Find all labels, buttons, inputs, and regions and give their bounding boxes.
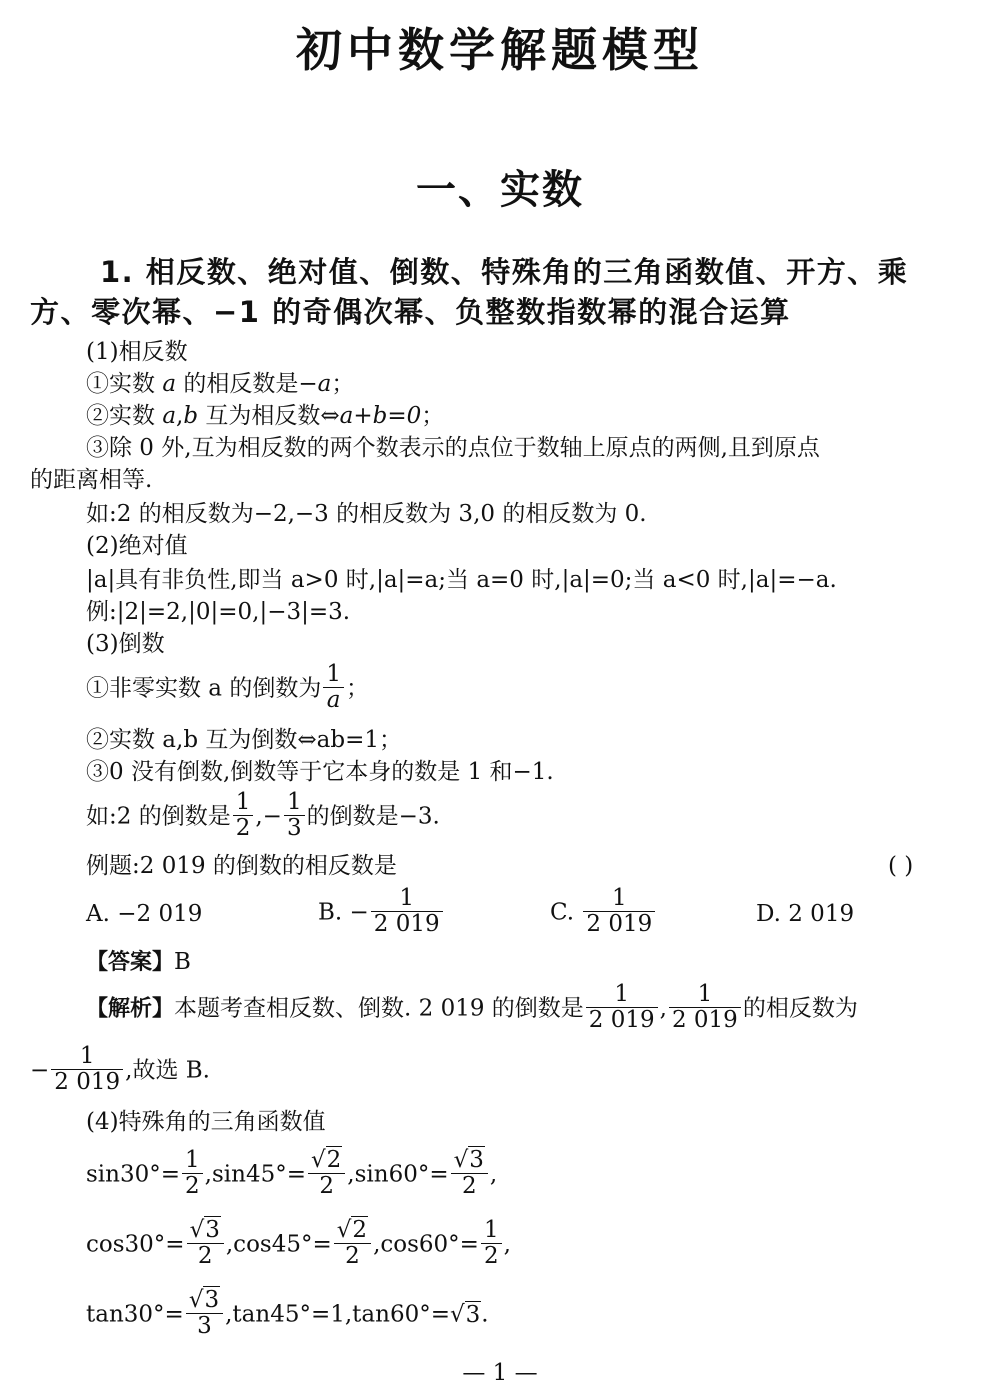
denominator: 3 [186, 1313, 223, 1339]
document-title: 初中数学解题模型 [296, 23, 704, 77]
denominator: 2 019 [583, 911, 655, 937]
fraction [334, 1218, 371, 1269]
answer-bracket: ( ) [888, 853, 914, 879]
text: , [489, 1161, 498, 1188]
radicand: 2 [352, 1217, 368, 1243]
radicand: 3 [205, 1217, 220, 1243]
denominator: 2 [451, 1173, 488, 1199]
fraction [451, 1148, 488, 1199]
denominator: 2 [308, 1173, 345, 1199]
text: ①实数 [86, 371, 163, 397]
denominator: 2 [334, 1243, 371, 1269]
text: − [30, 1057, 50, 1084]
text: C. [550, 899, 582, 926]
reciprocal-rule-2: ②实数 a,b 互为倒数⇔ab=1； [86, 727, 402, 753]
analysis-line-1 [86, 981, 858, 1035]
numerator: 1 [697, 981, 713, 1007]
text: ,cos45°= [225, 1231, 332, 1258]
answer-value: B [174, 949, 191, 975]
numerator: 1 [326, 661, 341, 687]
fraction [51, 1044, 123, 1095]
text: 本题考查相反数、倒数. 2 019 的倒数是 [174, 995, 584, 1022]
fraction [586, 982, 658, 1033]
analysis-line-2 [30, 1043, 210, 1097]
var: a [162, 403, 177, 429]
numerator: 1 [399, 885, 415, 911]
text: , [176, 403, 184, 429]
subheading-reciprocal: (3)倒数 [86, 631, 165, 657]
text: ,tan45°=1,tan60°= [225, 1301, 450, 1328]
numerator: √2 [310, 1147, 342, 1173]
text: B. − [318, 899, 369, 926]
reciprocal-rule-3: ③0 没有倒数,倒数等于它本身的数是 1 和−1. [86, 759, 554, 785]
option-b [318, 885, 445, 939]
var: a [326, 687, 341, 713]
text: ,故选 B. [125, 1057, 210, 1084]
section-heading-line-1: 1. 相反数、绝对值、倒数、特殊角的三角函数值、开方、乘 [100, 255, 909, 289]
sine-values [86, 1147, 498, 1201]
chapter-heading: 一、实数 [416, 167, 584, 213]
opposite-rule-3-line-2: 的距离相等. [30, 467, 153, 493]
text: sin30°= [86, 1161, 181, 1188]
var: b [183, 403, 199, 429]
text: , [659, 995, 667, 1022]
numerator: 1 [235, 789, 251, 815]
var: a [317, 371, 332, 397]
text: ； [331, 371, 355, 397]
fraction [187, 1218, 224, 1269]
option-a: A. −2 019 [86, 901, 203, 927]
numerator: 1 [185, 1147, 200, 1173]
text: ,cos60°= [373, 1231, 479, 1258]
reciprocal-rule-1 [86, 661, 369, 715]
text: . [481, 1301, 489, 1328]
numerator: 1 [286, 789, 302, 815]
text: 的相反数为 [742, 995, 858, 1022]
section-heading-line-2: 方、零次幂、−1 的奇偶次幂、负整数指数幂的混合运算 [30, 295, 791, 329]
analysis-label: 【解析】 [86, 996, 175, 1022]
subheading-opposite: (1)相反数 [86, 339, 188, 365]
reciprocal-example [86, 789, 440, 843]
numerator: √3 [453, 1147, 484, 1173]
text: ,− [255, 803, 282, 830]
answer-label: 【答案】 [86, 950, 175, 975]
text: 如:2 的倒数是 [86, 803, 231, 830]
fraction [308, 1148, 345, 1199]
numerator: 1 [614, 981, 630, 1007]
numerator: √2 [336, 1217, 368, 1243]
absolute-value-rule: |a|具有非负性,即当 a>0 时,|a|=a;当 a=0 时,|a|=0;当 a<0 时,|a|=−a. [86, 567, 837, 593]
text: 的倒数是−3. [306, 803, 440, 830]
radicand: 2 [326, 1147, 342, 1173]
fraction [669, 982, 741, 1033]
denominator: 3 [284, 815, 305, 841]
denominator [323, 687, 344, 713]
fraction [371, 886, 443, 937]
option-d: D. 2 019 [756, 901, 855, 927]
denominator: 2 [187, 1243, 224, 1269]
text: ； [345, 675, 369, 702]
text: , [503, 1231, 511, 1258]
var: a [162, 371, 177, 397]
fraction [583, 886, 655, 937]
numerator: 1 [612, 885, 627, 911]
denominator: 2 019 [586, 1007, 658, 1033]
denominator: 2 [481, 1243, 502, 1269]
subheading-trig-values: (4)特殊角的三角函数值 [86, 1109, 326, 1135]
radicand: 3 [204, 1287, 220, 1313]
text: ,sin45°= [204, 1161, 306, 1188]
text: ； [421, 403, 445, 429]
text: ①非零实数 a 的倒数为 [86, 675, 322, 702]
denominator: 2 [182, 1173, 203, 1199]
fraction [323, 662, 344, 713]
fraction [284, 790, 305, 841]
subheading-absolute-value: (2)绝对值 [86, 533, 188, 559]
denominator: 2 [233, 815, 254, 841]
fraction [182, 1148, 203, 1199]
option-c [550, 885, 657, 939]
denominator: 2 019 [371, 911, 443, 937]
radicand: 3 [465, 1301, 481, 1328]
equation: a+b=0 [339, 403, 422, 429]
denominator: 2 019 [669, 1007, 741, 1033]
opposite-rule-3-line-1: ③除 0 外,互为相反数的两个数表示的点位于数轴上原点的两侧,且到原点 [86, 435, 820, 461]
tangent-values [86, 1287, 489, 1341]
fraction [186, 1288, 223, 1339]
sqrt-expression: √3 [449, 1301, 481, 1328]
text: tan30°= [86, 1301, 184, 1328]
text: 的相反数是− [176, 371, 318, 397]
numerator: 1 [483, 1217, 499, 1243]
absolute-value-example: 例:|2|=2,|0|=0,|−3|=3. [86, 599, 351, 625]
fraction [233, 790, 254, 841]
numerator: 1 [79, 1043, 95, 1069]
cosine-values [86, 1217, 511, 1271]
text: ②实数 [86, 403, 163, 429]
opposite-rule-1 [86, 370, 354, 398]
opposite-rule-2 [86, 402, 444, 430]
question-stem: 例题:2 019 的倒数的相反数是 [86, 853, 397, 879]
fraction [481, 1218, 502, 1269]
answer-line [86, 948, 191, 977]
numerator: √3 [189, 1217, 220, 1243]
text: ,sin60°= [347, 1161, 449, 1188]
radicand: 3 [469, 1147, 484, 1173]
opposite-example: 如:2 的相反数为−2,−3 的相反数为 3,0 的相反数为 0. [86, 501, 647, 527]
text: cos30°= [86, 1231, 185, 1258]
denominator: 2 019 [51, 1069, 123, 1095]
numerator: √3 [188, 1287, 220, 1313]
text: 互为相反数⇔ [198, 403, 340, 429]
page-number: — 1 — [462, 1360, 538, 1386]
